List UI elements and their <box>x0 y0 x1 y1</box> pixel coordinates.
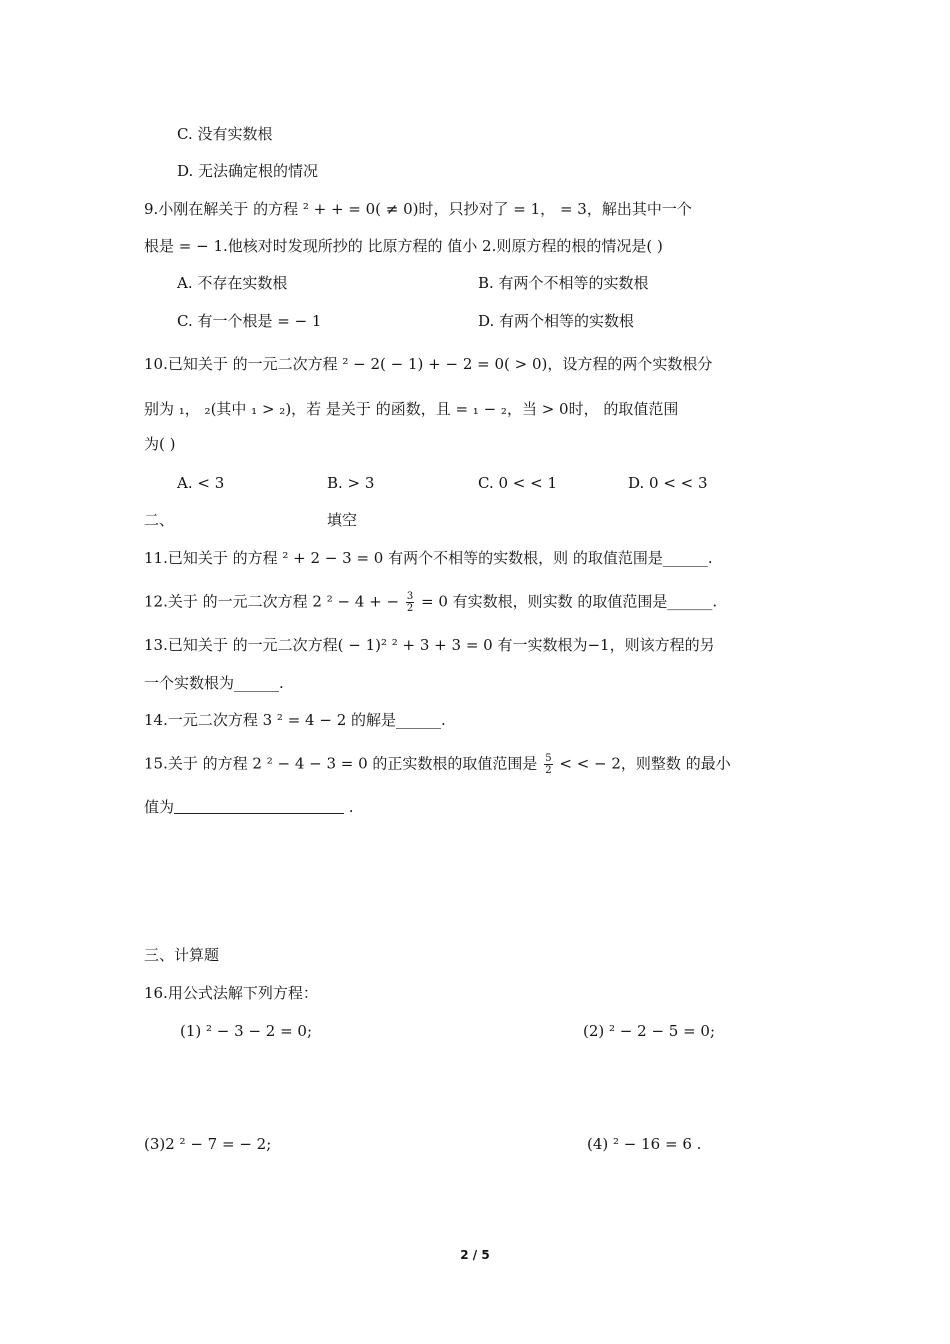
q16-item-4: (4) ² − 16 = 6 . <box>587 1135 702 1153</box>
q10-stem-line1: 10.已知关于 的一元二次方程 ² − 2( − 1) + − 2 = 0( > 0)，设方程的两个实数根分 <box>144 355 713 373</box>
q10-option-b: B. > 3 <box>327 474 375 492</box>
q12-frac-den: 2 <box>406 603 414 614</box>
section2-title: 填空 <box>327 511 358 529</box>
q16-title: 16.用公式法解下列方程： <box>144 984 318 1002</box>
q9-option-c: C. 有一个根是 = − 1 <box>177 312 322 330</box>
q12-after: = 0 有实数根，则实数 的取值范围是______. <box>420 592 718 611</box>
q14-stem: 14.一元二次方程 3 ² = 4 − 2 的解是______. <box>144 711 446 729</box>
q16-item-1: (1) ² − 3 − 2 = 0; <box>180 1022 313 1040</box>
q12-stem <box>144 591 717 614</box>
q15-line2-prefix: 值为 <box>144 798 175 816</box>
q9-option-a: A. 不存在实数根 <box>177 274 288 292</box>
q9-option-b: B. 有两个不相等的实数根 <box>478 274 649 292</box>
q13-stem-line1: 13.已知关于 的一元二次方程( − 1)² ² + 3 + 3 = 0 有一实数根为−1，则该方程的另 <box>144 636 715 654</box>
section3-title: 三、计算题 <box>144 946 220 964</box>
q12-frac-num: 3 <box>406 591 414 602</box>
q12-fraction <box>406 591 414 614</box>
q15-answer-blank <box>174 799 344 814</box>
page-number: 2 / 5 <box>460 1248 490 1262</box>
q11-stem: 11.已知关于 的方程 ² + 2 − 3 = 0 有两个不相等的实数根，则 的取值范围是______. <box>144 549 713 567</box>
q16-item-3: (3)2 ² − 7 = − 2; <box>144 1135 272 1153</box>
q10-stem-line2: 别为 ₁， ₂(其中 ₁ > ₂)，若 是关于 的函数，且 = ₁ − ₂，当 > 0时， 的取值范围 <box>144 400 679 418</box>
q8-option-c: C. 没有实数根 <box>177 125 273 143</box>
q12-before: 12.关于 的一元二次方程 2 ² − 4 + − <box>144 592 400 611</box>
q9-stem-line1: 9.小刚在解关于 的方程 ² + + = 0( ≠ 0)时，只抄对了 = 1， = 3，解出其中一个 <box>144 200 692 218</box>
q15-frac-den: 2 <box>545 765 552 776</box>
q8-option-d: D. 无法确定根的情况 <box>177 162 319 180</box>
q9-stem-line2: 根是 = − 1.他核对时发现所抄的 比原方程的 值小 2.则原方程的根的情况是( ) <box>144 237 663 255</box>
q10-option-d: D. 0 < < 3 <box>628 474 708 492</box>
q15-frac-num: 5 <box>545 753 552 764</box>
q15-line2-suffix: . <box>344 798 354 816</box>
q10-stem-line3: 为( ) <box>144 435 176 453</box>
q10-option-c: C. 0 < < 1 <box>478 474 558 492</box>
q16-item-2: (2) ² − 2 − 5 = 0; <box>583 1022 716 1040</box>
q15-fraction <box>544 753 552 776</box>
q9-option-d: D. 有两个相等的实数根 <box>478 312 635 330</box>
q15-stem-line2 <box>144 797 354 817</box>
q15-before: 15.关于 的方程 2 ² − 4 − 3 = 0 的正实数根的取值范围是 <box>144 754 538 773</box>
q15-after: < < − 2，则整数 的最小 <box>559 754 731 773</box>
q10-option-a: A. < 3 <box>177 474 225 492</box>
q15-stem-line1 <box>144 753 731 776</box>
section2-number: 二、 <box>144 511 175 529</box>
q13-stem-line2: 一个实数根为______. <box>144 674 284 692</box>
